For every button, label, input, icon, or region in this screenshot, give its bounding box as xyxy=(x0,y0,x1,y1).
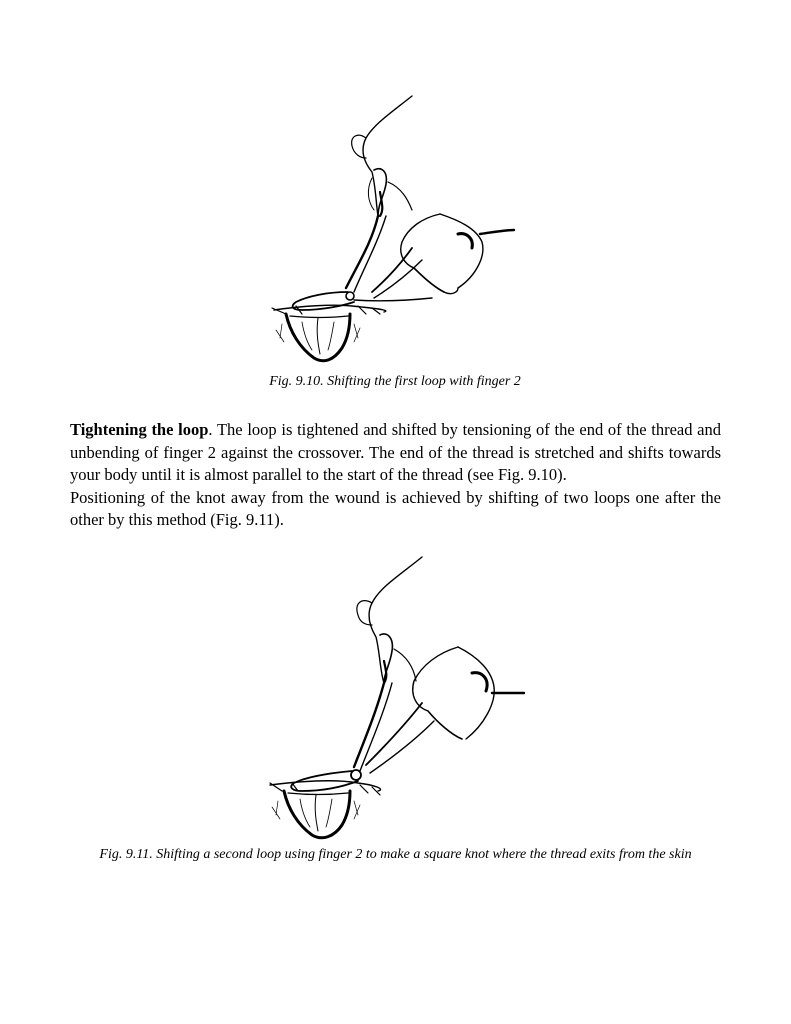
hands-shifting-first-loop-illustration xyxy=(262,92,524,366)
hands-shifting-second-loop-illustration xyxy=(262,553,532,843)
paragraph-text: . The loop is tightened and shifted by tensioning of the end of the thread and unbending of finger 2 against the crossover. The end of the thread is stretched and shifts towards your body until it is almost parallel to the start of the thread (see Fig. 9.10). xyxy=(70,420,722,484)
figure-9-10 xyxy=(262,92,524,366)
paragraph-lead: Tightening the loop xyxy=(70,420,209,439)
figure-9-11 xyxy=(262,553,532,843)
paragraph-positioning-of-knot: Positioning of the knot away from the wound is achieved by shifting of two loops one after the other by this method (Fig. 9.11). xyxy=(70,487,721,529)
figure-9-10-caption: Fig. 9.10. Shifting the first loop with finger 2 xyxy=(269,374,521,389)
figure-9-11-caption: Fig. 9.11. Shifting a second loop using finger 2 to make a square knot where the thread exits from the skin xyxy=(99,847,692,862)
paragraph-tightening-the-loop xyxy=(70,419,721,487)
body-text xyxy=(70,419,721,532)
